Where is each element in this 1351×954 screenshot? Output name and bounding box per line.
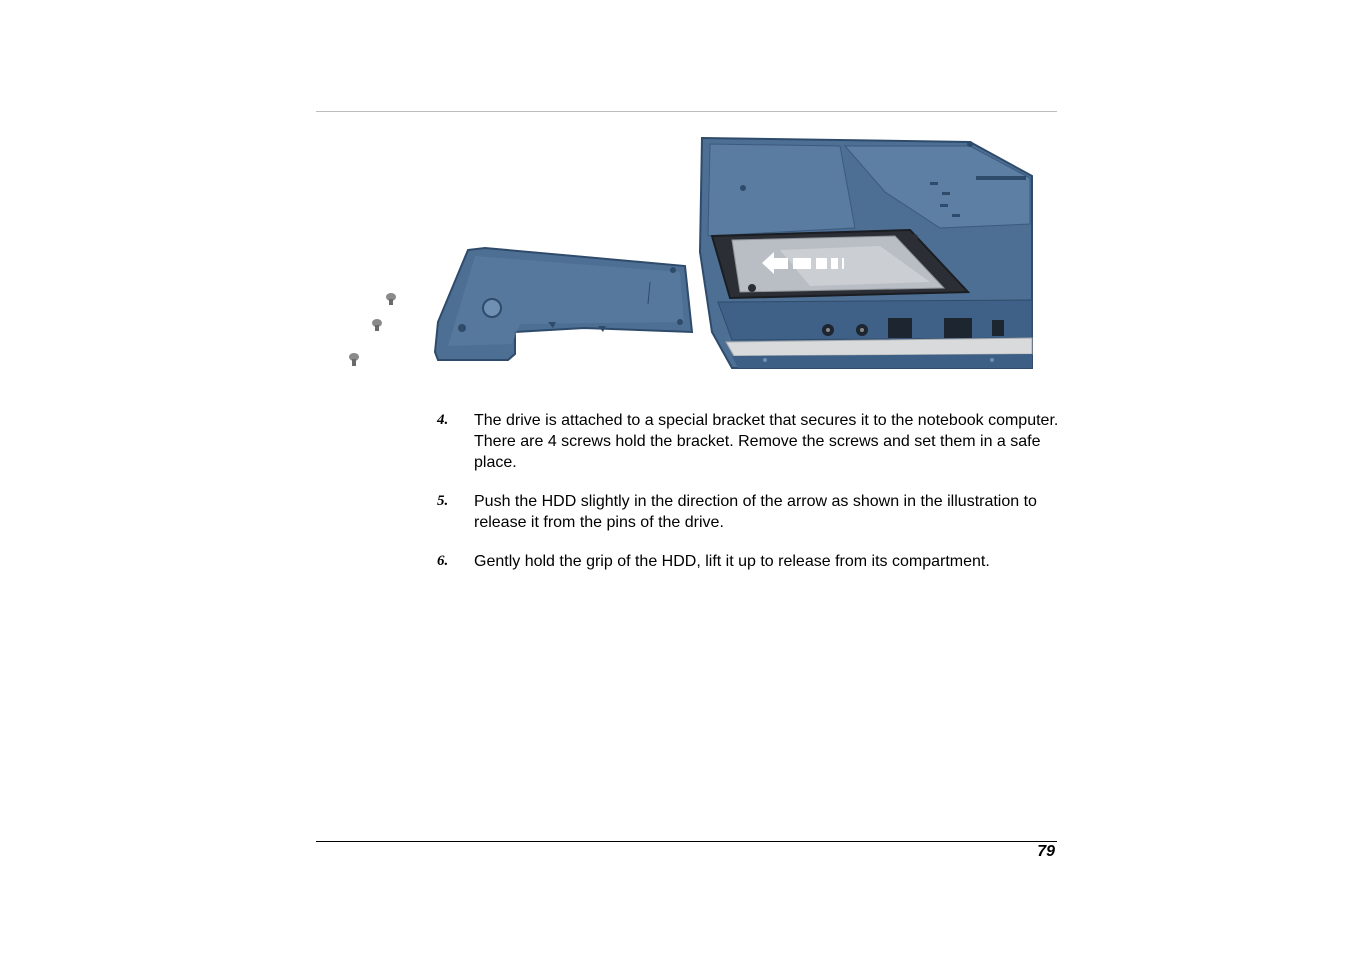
step-item — [437, 491, 1062, 533]
audio-port-icon — [856, 324, 868, 336]
network-port-icon — [944, 318, 972, 338]
step-number: 4. — [437, 412, 449, 428]
network-port-icon — [888, 318, 912, 338]
step-number: 5. — [437, 493, 449, 509]
step-item — [437, 410, 1062, 473]
page-number: 79 — [1037, 843, 1055, 860]
step-text: Gently hold the grip of the HDD, lift it up to release from its compartment. — [474, 553, 990, 570]
screw-icon — [372, 319, 382, 331]
footer-rule — [316, 841, 1057, 842]
screws — [349, 293, 396, 366]
step-number: 6. — [437, 553, 449, 569]
step-text: Push the HDD slightly in the direction of the arrow as shown in the illustration to release it from the pins of the drive. — [474, 493, 1037, 531]
step-item — [437, 551, 1062, 572]
laptop-bottom — [700, 138, 1032, 368]
hdd-cover-panel — [435, 248, 692, 360]
screw-icon — [349, 353, 359, 366]
step-text: The drive is attached to a special bracket that secures it to the notebook computer. There are 4 screws hold the bracket. Remove the screws and set them in a safe place. — [474, 412, 1059, 471]
instruction-steps — [437, 410, 1062, 590]
screw-icon — [386, 293, 396, 305]
usb-port-icon — [992, 320, 1004, 336]
hdd-removal-illustration — [340, 132, 1034, 372]
audio-port-icon — [822, 324, 834, 336]
header-rule — [316, 111, 1057, 112]
